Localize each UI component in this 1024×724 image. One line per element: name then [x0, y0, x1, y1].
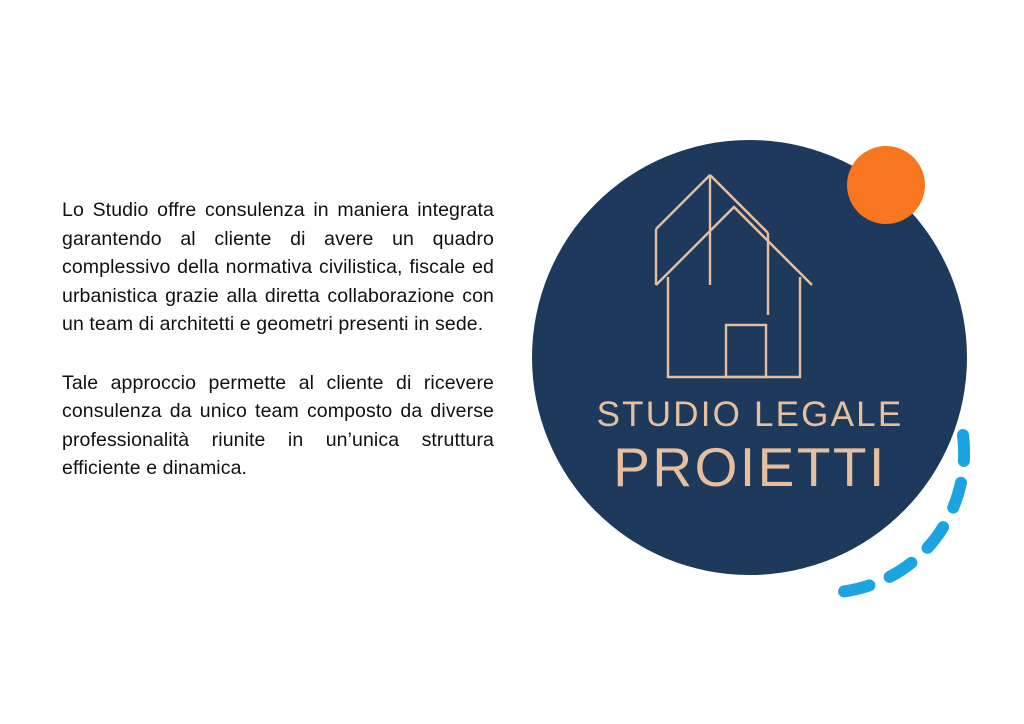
brand-logo	[520, 120, 990, 620]
body-text-column	[62, 196, 494, 483]
brand-wordmark	[520, 395, 980, 497]
brand-line-proietti: PROIETTI	[613, 436, 887, 498]
paragraph-one: Lo Studio offre consulenza in maniera integrata garantendo al cliente di avere un quadro complessivo della normativa civilistica, fiscale ed urbanistica grazie alla diretta collaborazione con un team di architetti e geometri presenti in sede.	[62, 199, 494, 335]
orange-circle-icon	[847, 146, 925, 224]
paragraph-two: Tale approccio permette al cliente di ricevere consulenza da unico team composto da diverse professionalità riunite in un’unica struttura efficiente e dinamica.	[62, 371, 494, 479]
brand-line-studio-legale: STUDIO LEGALE	[596, 395, 904, 434]
house-outline-icon	[650, 165, 850, 395]
